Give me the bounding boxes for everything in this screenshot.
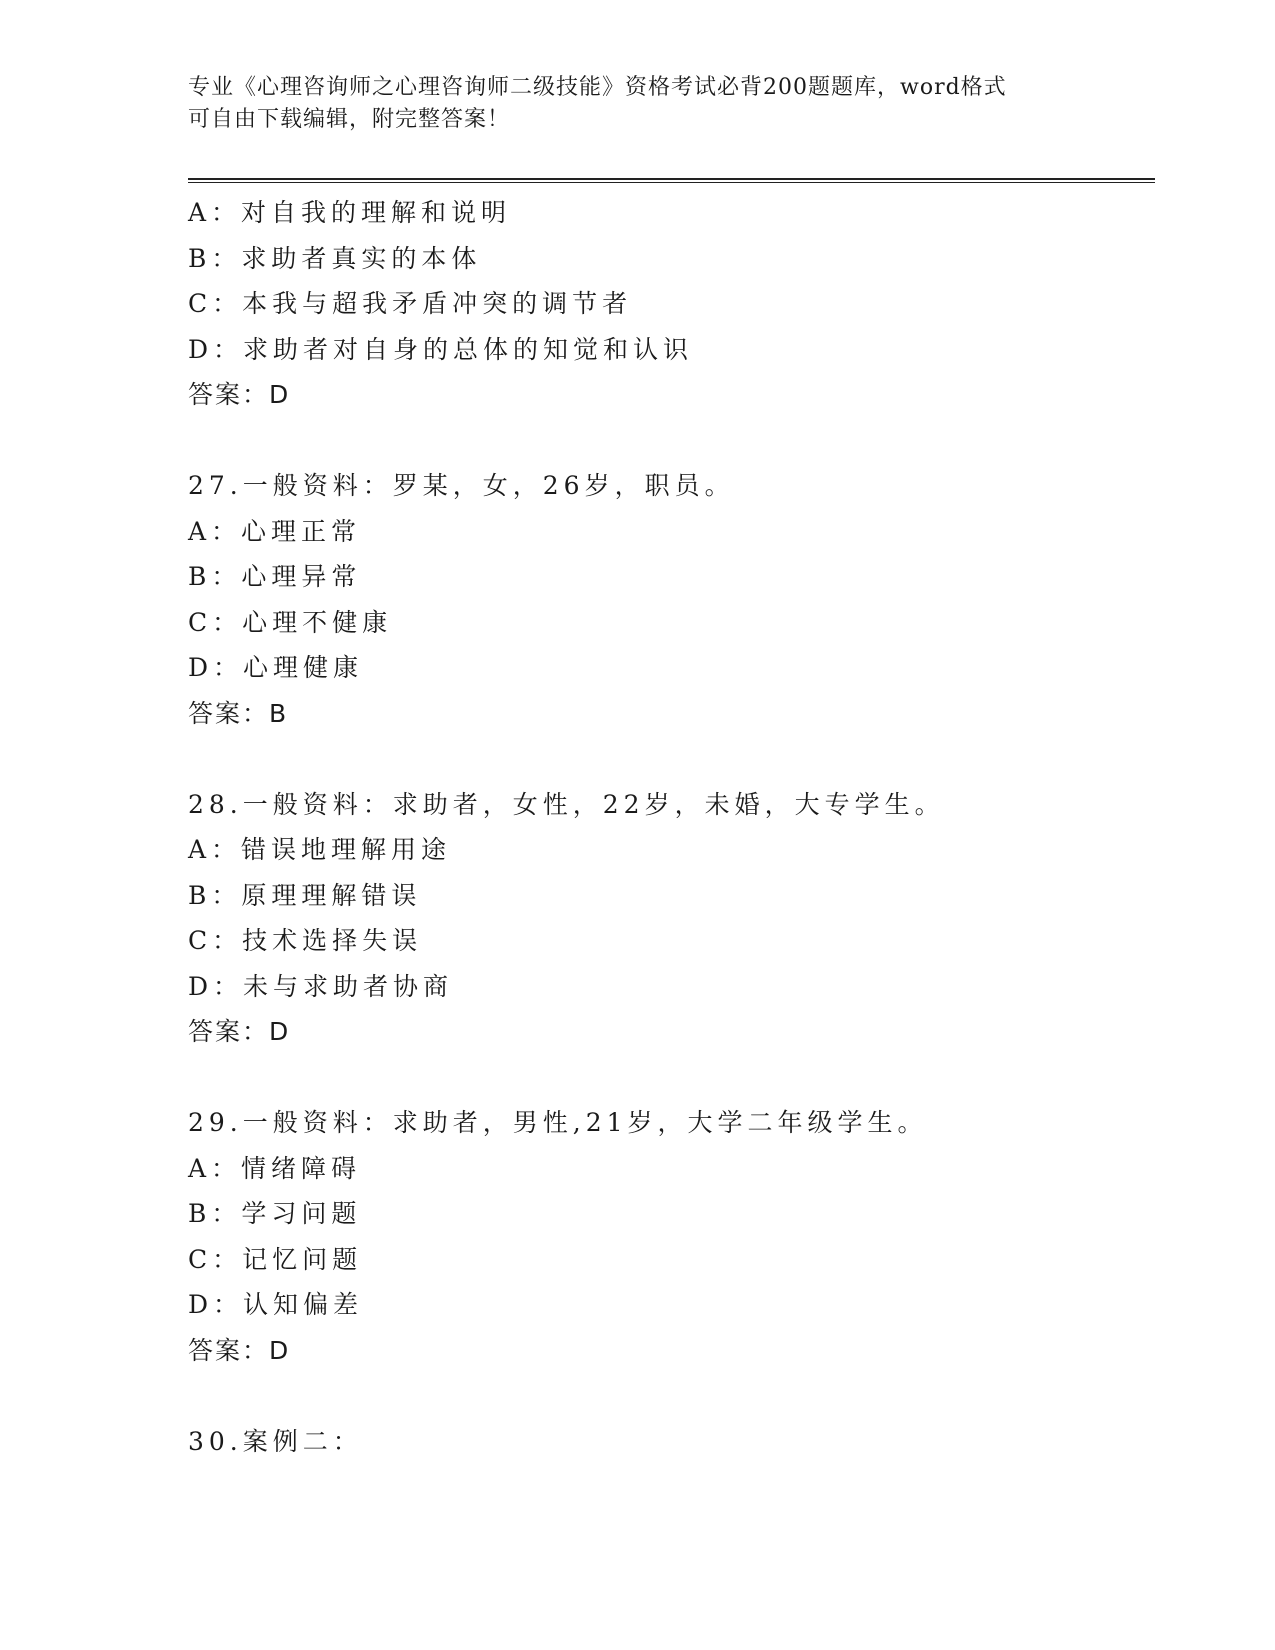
spacer bbox=[188, 736, 1148, 782]
option-a: A：错误地理解用途 bbox=[188, 835, 452, 864]
option-a: A：情绪障碍 bbox=[188, 1153, 362, 1183]
option-a: A：对自我的理解和说明 bbox=[188, 198, 512, 227]
option-d: D：认知偏差 bbox=[188, 1290, 364, 1319]
question-title: 29.一般资料：求助者，男性,21岁，大学二年级学生。 bbox=[188, 1108, 928, 1137]
question-26-block bbox=[188, 190, 1148, 418]
option-d: D：心理健康 bbox=[188, 653, 364, 682]
answer-label: 答案：D bbox=[188, 380, 291, 409]
question-list bbox=[188, 190, 1148, 1464]
option-c: C：心理不健康 bbox=[188, 607, 393, 637]
question-27-block bbox=[188, 463, 1148, 736]
option-d: D：未与求助者协商 bbox=[188, 971, 454, 1001]
question-30-block bbox=[188, 1419, 1148, 1465]
option-d: D：求助者对自身的总体的知觉和认识 bbox=[188, 334, 694, 364]
question-title: 27.一般资料：罗某，女，26岁，职员。 bbox=[188, 471, 735, 500]
option-b: B：求助者真实的本体 bbox=[188, 243, 482, 273]
question-title: 30.案例二： bbox=[188, 1426, 363, 1456]
spacer bbox=[188, 1055, 1148, 1101]
option-b: B：心理异常 bbox=[188, 562, 362, 591]
answer-label: 答案：B bbox=[188, 698, 289, 728]
option-b: B：原理理解错误 bbox=[188, 880, 422, 910]
question-28-block bbox=[188, 782, 1148, 1055]
header-title-line-1: 专业《心理咨询师之心理咨询师二级技能》资格考试必背200题题库，word格式 bbox=[188, 75, 1007, 100]
header-divider bbox=[188, 178, 1155, 183]
question-title: 28.一般资料：求助者，女性，22岁，未婚，大专学生。 bbox=[188, 789, 945, 819]
option-b: B：学习问题 bbox=[188, 1199, 362, 1228]
document-header bbox=[188, 72, 1088, 136]
option-c: C：记忆问题 bbox=[188, 1244, 363, 1274]
answer-label: 答案：D bbox=[188, 1335, 291, 1365]
spacer bbox=[188, 418, 1148, 464]
option-c: C：本我与超我矛盾冲突的调节者 bbox=[188, 289, 633, 318]
option-a: A：心理正常 bbox=[188, 516, 362, 546]
spacer bbox=[188, 1373, 1148, 1419]
header-title-line-2: 可自由下载编辑，附完整答案！ bbox=[188, 107, 511, 132]
option-c: C：技术选择失误 bbox=[188, 926, 423, 955]
question-29-block bbox=[188, 1100, 1148, 1373]
answer-label: 答案：D bbox=[188, 1017, 291, 1046]
